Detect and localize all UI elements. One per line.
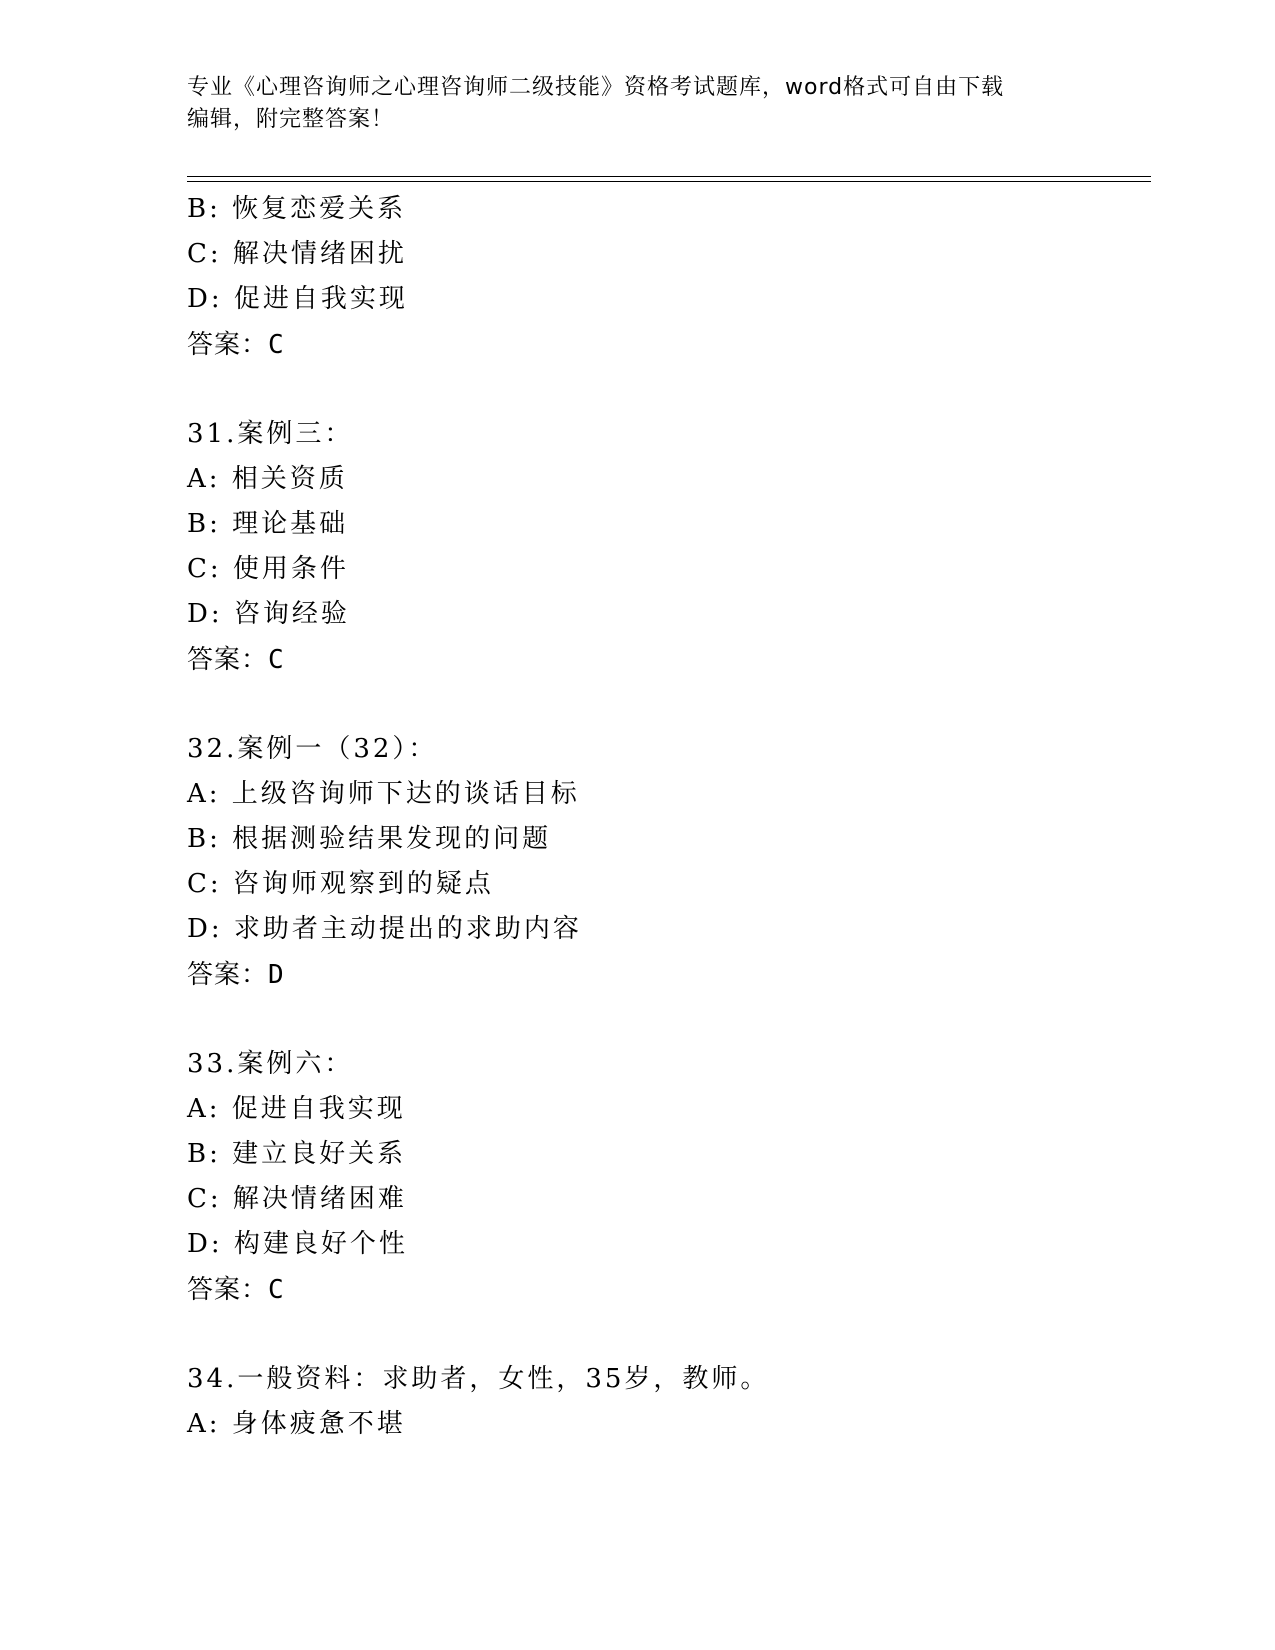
answer-value: D	[268, 960, 285, 990]
answer-value: C	[268, 645, 285, 675]
header-rule-top	[187, 176, 1151, 177]
answer-value: C	[268, 1275, 285, 1305]
option-c: C: 咨询师观察到的疑点	[187, 869, 494, 899]
answer-label: 答案：	[187, 645, 269, 675]
option-b: B: 理论基础	[187, 509, 349, 539]
option-c: C: 使用条件	[187, 554, 349, 584]
answer-label: 答案：	[187, 1275, 269, 1305]
option-a: A: 身体疲惫不堪	[187, 1409, 406, 1439]
answer-value: C	[268, 330, 285, 360]
option-b: B: 根据测验结果发现的问题	[187, 824, 552, 854]
answer-label: 答案：	[187, 330, 269, 360]
option-c: C: 解决情绪困扰	[187, 239, 407, 269]
answer-line	[187, 1273, 285, 1307]
option-b: B: 恢复恋爱关系	[187, 194, 407, 224]
answer-line	[187, 958, 285, 992]
header-line-1: 专业《心理咨询师之心理咨询师二级技能》资格考试题库，word格式可自由下载	[187, 75, 1005, 100]
answer-line	[187, 328, 285, 362]
answer-line	[187, 643, 285, 677]
option-d: D: 促进自我实现	[187, 284, 408, 314]
option-d: D: 求助者主动提出的求助内容	[187, 914, 582, 944]
option-d: D: 咨询经验	[187, 599, 350, 629]
option-b: B: 建立良好关系	[187, 1139, 407, 1169]
option-c: C: 解决情绪困难	[187, 1184, 407, 1214]
option-d: D: 构建良好个性	[187, 1229, 408, 1259]
answer-label: 答案：	[187, 960, 269, 990]
document-header	[187, 72, 1087, 136]
option-a: A: 相关资质	[187, 464, 348, 494]
question-stem: 32.案例一（32）：	[187, 734, 438, 764]
question-stem: 34.一般资料：求助者，女性，35岁，教师。	[187, 1364, 770, 1394]
option-a: A: 上级咨询师下达的谈话目标	[187, 779, 580, 809]
question-stem: 31.案例三：	[187, 419, 354, 449]
question-stem: 33.案例六：	[187, 1049, 354, 1079]
header-line-2: 编辑，附完整答案！	[187, 107, 395, 132]
header-rule-bottom	[187, 181, 1151, 182]
option-a: A: 促进自我实现	[187, 1094, 406, 1124]
